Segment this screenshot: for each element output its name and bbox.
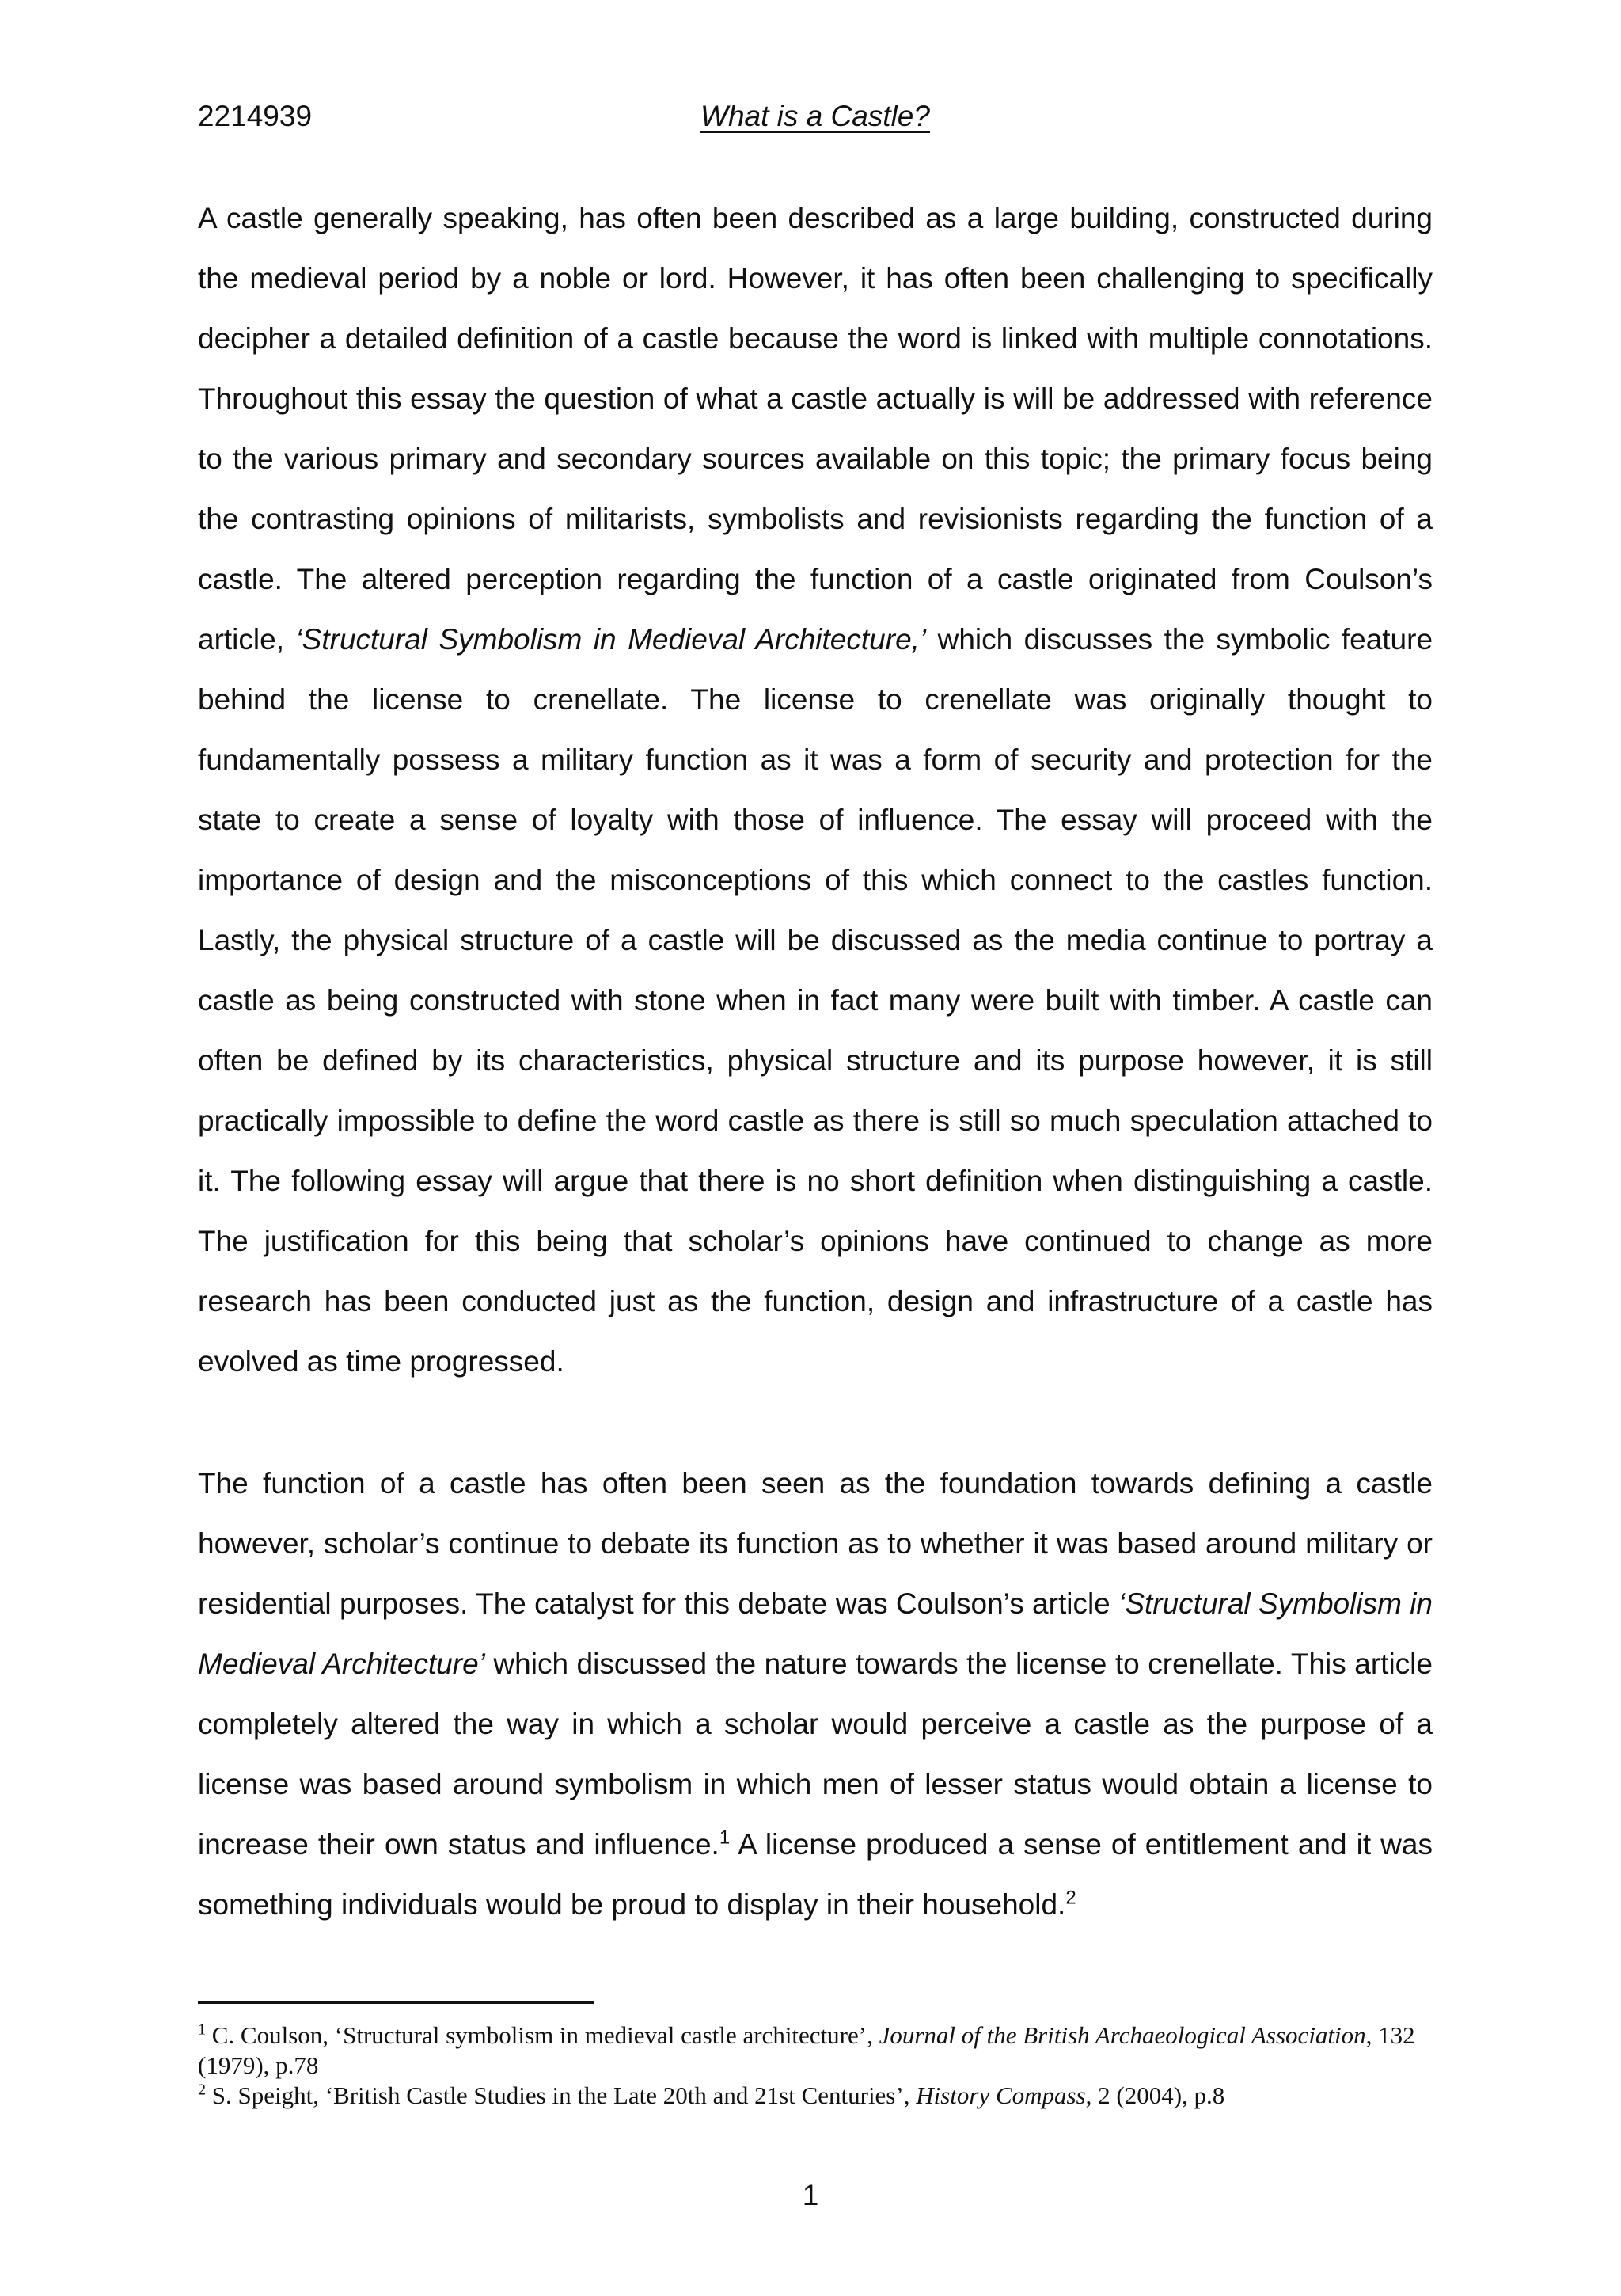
footnotes-section — [198, 2020, 1433, 2111]
footnote-reference-1[interactable]: 1 — [719, 1827, 731, 1849]
footnote-reference-2[interactable]: 2 — [1065, 1887, 1076, 1909]
footnote-number: 1 — [198, 2020, 206, 2039]
paragraph-text: A license produced a sense of entitlement and it was something individuals would be proud to display in their household. — [198, 1828, 1433, 1921]
paragraph-text: A castle generally speaking, has often been described as a large building, constructed during the medieval period by a noble or lord. However, it has often been challenging to specifically decipher a detailed definition of a castle because the word is linked with multiple connotations. Throughout this essay the question of what a castle actually is will be addressed with reference to the various primary and secondary sources available on this topic; the primary focus being the contrasting opinions of militarists, symbolists and revisionists regarding the function of a castle. The altered perception regarding the function of a castle originated from Coulson’s article, — [198, 202, 1433, 656]
body-paragraph-1 — [198, 188, 1433, 1392]
footnote-1 — [198, 2020, 1433, 2081]
footnote-journal: Journal of the British Archaeological Association — [879, 2021, 1366, 2049]
footnote-number: 2 — [198, 2081, 206, 2099]
footnote-text: , 2 (2004), p.8 — [1085, 2081, 1225, 2109]
footnote-text: S. Speight, ‘British Castle Studies in the Late 20th and 21st Centuries’, — [211, 2081, 910, 2109]
footnote-text: C. Coulson, ‘Structural symbolism in medieval castle architecture’, — [211, 2021, 873, 2049]
paragraph-text: which discusses the symbolic feature behind the license to crenellate. The license to crenellate was originally thought to fundamentally possess a military function as it was a form of security and protection for the state to create a sense of loyalty with those of influence. The essay will proceed with the importance of design and the misconceptions of this which connect to the castles function. Lastly, the physical structure of a castle will be discussed as the media continue to portray a castle as being constructed with stone when in fact many were built with timber. A castle can often be defined by its characteristics, physical structure and its purpose however, it is still practically impossible to define the word castle as there is still so much speculation attached to it. The following essay will argue that there is no short definition when distinguishing a castle. The justification for this being that scholar’s opinions have continued to change as more research has been conducted just as the function, design and infrastructure of a castle has evolved as time progressed. — [198, 623, 1433, 1378]
student-id: 2214939 — [198, 100, 313, 132]
footnote-text: , 132 (1979), p.78 — [198, 2021, 1415, 2079]
footnote-separator — [198, 2001, 594, 2004]
footnote-2 — [198, 2081, 1433, 2111]
page-header — [198, 100, 1433, 139]
document-title: What is a Castle? — [700, 100, 930, 132]
page-number: 1 — [802, 2179, 819, 2211]
paragraph-text: which discussed the nature towards the license to crenellate. This article completely altered the way in which a scholar would perceive a castle as the purpose of a license was based around symbolism in which men of lesser status would obtain a license to increase their own status and influence. — [198, 1648, 1433, 1861]
body-paragraph-2 — [198, 1454, 1433, 1935]
article-title-italic: ‘Structural Symbolism in Medieval Architecture’ — [198, 1587, 1433, 1680]
article-title-italic: ‘Structural Symbolism in Medieval Architecture,’ — [295, 623, 927, 656]
paragraph-text: The function of a castle has often been seen as the foundation towards defining a castle however, scholar’s continue to debate its function as to whether it was based around military or residential purposes. The catalyst for this debate was Coulson’s article — [198, 1467, 1433, 1620]
footnote-journal: History Compass — [916, 2081, 1086, 2109]
